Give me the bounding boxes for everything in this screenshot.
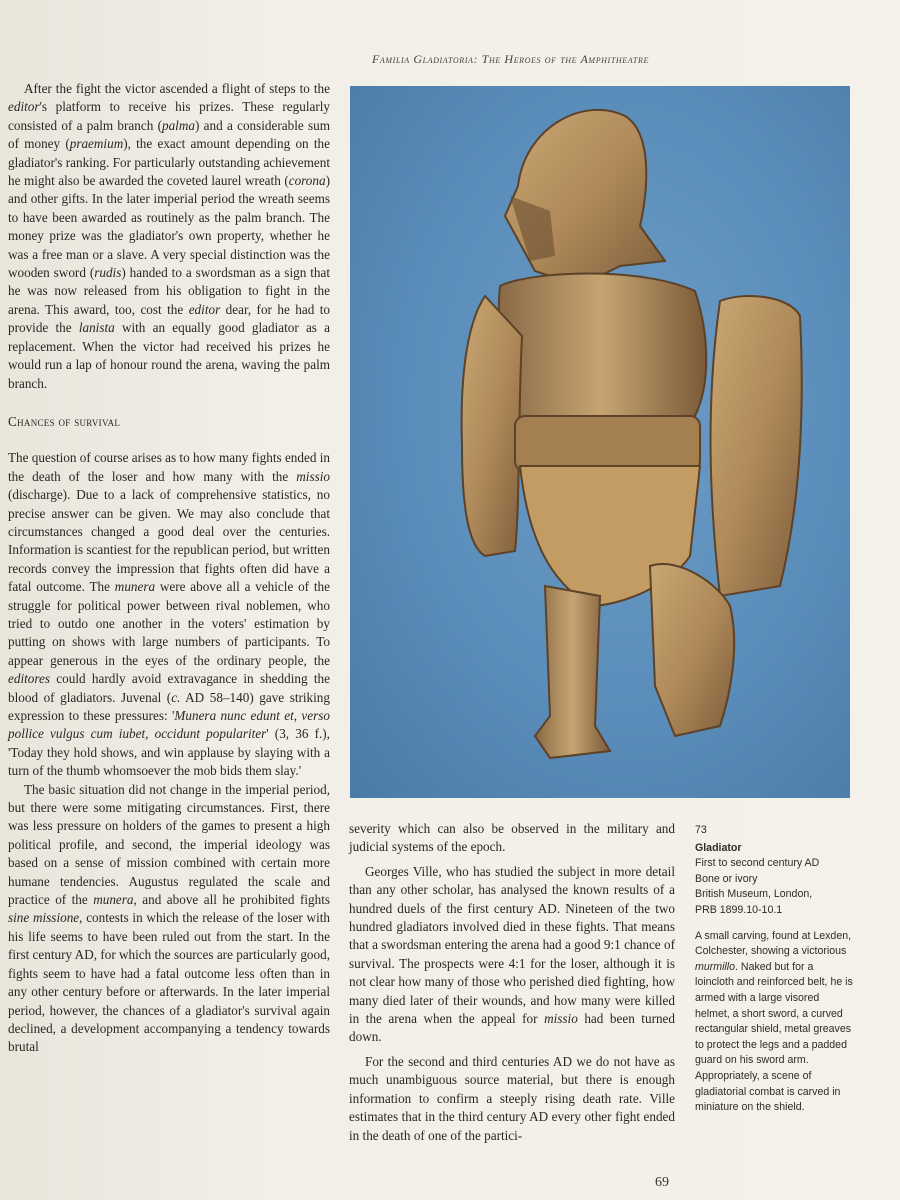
page-number: 69 [655,1175,669,1190]
italic-term: corona [288,173,326,189]
italic-term: missio [544,1011,578,1027]
italic-term: sine missione [8,910,80,926]
caption-metadata [695,856,855,918]
caption-description: A small carving, found at Lexden, Colchester, showing a victorious murmillo. Naked but for a loincloth and reinforced belt, he is armed with a large visored helmet, a short sword, a curved rectangular shield, metal greaves to protect the legs and a padded guard on his sword arm. Appropriately, a scene of gladiatorial combat is carved in miniature on the shield. [695,929,853,1114]
paragraph: After the fight the victor ascended a flight of steps to the editor's platform to receive his prizes. These regularly consisted of a palm branch (palma) and a considerable sum of money (praemium), the exact amount depending on the gladiator's ranking. For particularly outstanding achievement he might also be awarded the coveted laurel wreath (corona) and other gifts. In the later imperial period the wreath seems to have been awarded as routinely as the palm branch. The money prize was the gladiator's own property, whether he was a free man or a slave. A very special distinction was the wooden sword (rudis) handed to a swordsman as a sign that he was now released from his obligation to fight in the arena. This award, too, cost the editor dear, for he had to provide the lanista with an equally good gladiator as a replacement. When the victor had received his prizes he would run a lap of honour round the arena, waving the palm branch. [8,81,330,391]
italic-term: editor [8,99,40,115]
italic-term: rudis [94,265,122,281]
section-heading: Chances of survival [8,413,121,429]
caption-location: British Museum, London, [695,888,813,901]
figure-caption [695,823,855,1116]
italic-term: lanista [78,320,115,336]
italic-term: editor [188,301,221,317]
gladiator-carving-illustration [350,86,850,798]
gladiator-figure-photo [350,86,850,798]
paragraph: For the second and third centuries AD we do not have as much unambiguous source material, but there is enough information to confirm a steeply rising death rate. Ville estimates that in the third century AD every other fight ended in the death of one of the partici- [349,1053,675,1143]
paragraph: Georges Ville, who has studied the subject in more detail than any other scholar, has analysed the known results of a hundred duels of the first century AD. Nineteen of the two hundred gladiators involved died in these fights. That means that a swordsman entering the arena had a good 9:1 chance of survival. The prospects were 4:1 for the loser, although it is not clear how many of those who perished died fighting, how many died later of their wounds, and how many were killed in the arena when the appeal for missio had been turned down. [349,863,676,1045]
italic-term: palma [161,117,195,133]
italic-term: murmillo [695,960,736,973]
italic-term: c. [171,689,181,705]
caption-number: 73 [695,824,707,836]
italic-term: praemium [69,136,124,152]
paragraph: The question of course arises as to how many fights ended in the death of the loser and how many with the missio (discharge). Due to a lack of comprehensive statistics, no precise answer can be given. We may also conclude that circumstances changed a good deal over the centuries. Information is scantiest for the republican period, but written records convey the impression that fights often did have a fatal outcome. The munera were above all a vehicle of the struggle for political power between rival noblemen, who tried to outdo one another in the voters' estimation by putting on shows with large numbers of participants. To appear generous in the eyes of the ordinary people, the editores could hardly avoid extravagance in shedding the blood of gladiators. Juvenal (c. AD 58–140) gave striking expression to these pressures: 'Munera nunc edunt et, verso pollice vulgus cum iubet, occidunt populariter' (3, 36 f.), 'Today they hold shows, and win applause by slaying with a turn of the thumb whomsoever the mob bids them slay.' [8,450,330,779]
italic-term: missio [296,468,330,484]
italic-term: Munera nunc edunt et, verso pollice vulgus cum iubet, occidunt populariter [8,708,330,742]
italic-term: munera [114,579,156,595]
paragraph: The basic situation did not change in the imperial period, but there were some mitigating circumstances. First, there was less pressure on holders of the games to present a high political profile, and second, the imperial ideology was based on a sense of mission combined with certain more humane tendencies. Augustus regulated the scale and practice of the munera, and above all he prohibited fights sine missione, contests in which the release of the loser with his life seems to have been ruled out from the start. In the first century AD, for which the sources are particularly good, fights seem to have had a fatal outcome less often than in any other century before or afterwards. In the later imperial period, however, the chances of a gladiator's survival again declined, a development accompanying a tendency towards brutal [8,781,331,1055]
caption-accession: PRB 1899.10-10.1 [695,903,783,916]
caption-date: First to second century AD [695,857,820,870]
italic-term: editores [8,671,50,687]
middle-text-column [349,820,675,1145]
caption-material: Bone or ivory [695,872,758,885]
running-head: Familia Gladiatoria: The Heroes of the Amphitheatre [372,52,649,66]
italic-term: munera [93,892,134,908]
left-text-column [8,80,330,1057]
caption-title: Gladiator [695,841,742,854]
paragraph: severity which can also be observed in the military and judicial systems of the epoch. [349,821,675,855]
